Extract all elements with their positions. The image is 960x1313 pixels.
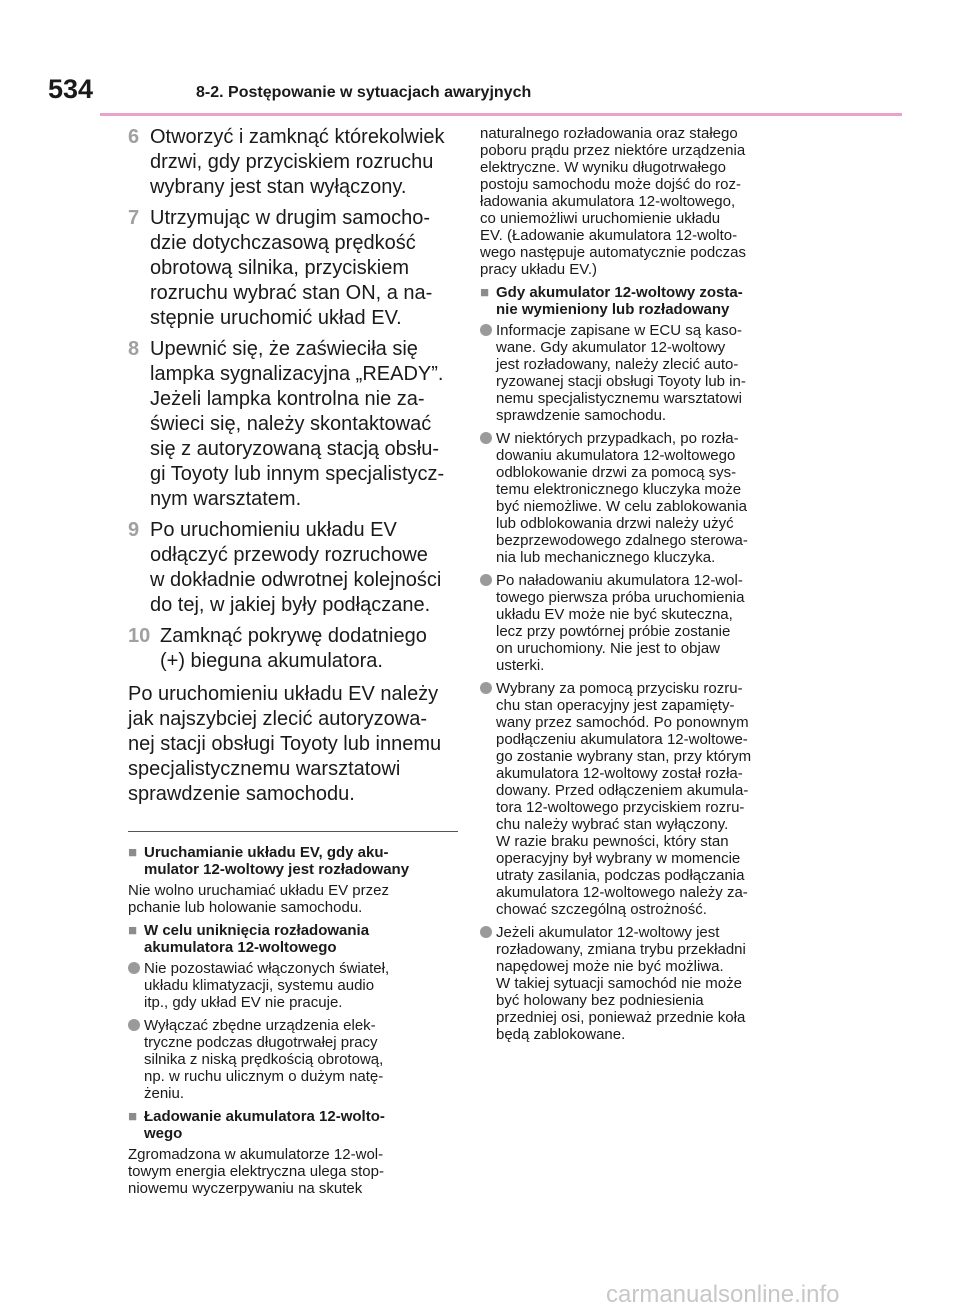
step-9: [128, 518, 458, 618]
bullet-text: Wyłączać zbędne urządzenia elek- tryczne podczas długotrwałej pracy silnika z niską prędkością obrotową, np. w ruchu ulicznym o dużym natę- żeniu.: [144, 1017, 384, 1102]
step-8: [128, 337, 458, 512]
bullet-text: Nie pozostawiać włączonych świateł, układu klimatyzacji, systemu audio itp., gdy układ EV nie pracuje.: [144, 960, 390, 1011]
bullet-item: [480, 680, 810, 918]
section-text: Zgromadzona w akumulatorze 12-wol- towym energia elektryczna ulega stop- niowemu wyczerpywaniu na skutek: [128, 1146, 384, 1197]
bullet-item: [480, 924, 810, 1043]
bullet-dot-icon: [480, 926, 492, 938]
bullet-item: [480, 430, 810, 566]
bullet-text: W niektórych przypadkach, po rozła- dowaniu akumulatora 12-woltowego odblokowanie drzwi za pomocą sys- temu elektronicznego kluczyka może być niemożliwe. W celu zablokowania lub odblokowania drzwi należy użyć bezprzewodowego zdalnego sterowa- nia lub mechanicznego kluczyka.: [496, 430, 748, 566]
bullet-dot-icon: [480, 432, 492, 444]
left-column: [128, 125, 458, 1203]
step-text: Utrzymując w drugim samocho- dzie dotychczasową prędkość obrotową silnika, przyciskiem rozruchu wybrać stan ON, a na- stępnie uruchomić układ EV.: [150, 207, 433, 329]
section-divider: [128, 831, 458, 832]
section-heading-text: Gdy akumulator 12-woltowy zosta- nie wymieniony lub rozładowany: [496, 284, 743, 318]
section-heading-text: Uruchamianie układu EV, gdy aku- mulator 12-woltowy jest rozładowany: [144, 844, 410, 878]
square-bullet-icon: ■: [128, 1108, 138, 1125]
bullet-text: Informacje zapisane w ECU są kaso- wane. Gdy akumulator 12-woltowy jest rozładowany, należy zlecić auto- ryzowanej stacji obsługi Toyoty lub in- nemu specjalistycznemu warsztatowi sprawdzenie samochodu.: [496, 322, 746, 424]
bullet-item: [128, 1017, 458, 1102]
step-number: 10: [128, 625, 151, 647]
page-number: 534: [48, 74, 94, 104]
bullet-text: Jeżeli akumulator 12-woltowy jest rozładowany, zmiana trybu przekładni napędowej może nie być możliwa. W takiej sytuacji samochód nie może być holowany bez podniesienia przedniej osi, ponieważ przednie koła będą zablokowane.: [496, 924, 746, 1043]
step-text: Po uruchomieniu układu EV odłączyć przewody rozruchowe w dokładnie odwrotnej kolejności do tej, w jakiej były podłączane.: [150, 519, 442, 616]
step-text: Upewnić się, że zaświeciła się lampka sygnalizacyjna „READY”. Jeżeli lampka kontrolna nie za- świeci się, należy skontaktować się z autoryzowaną stacją obsłu- gi Toyoty lub innym specjalistycz- nym warsztatem.: [150, 338, 445, 510]
step-number: 7: [128, 207, 140, 229]
bullet-dot-icon: [128, 1019, 140, 1031]
closing-paragraph: Po uruchomieniu układu EV należy jak najszybciej zlecić autoryzowa- nej stacji obsługi Toyoty lub innemu specjalistycznemu warsztatowi sprawdzenie samochodu.: [128, 683, 442, 805]
bullet-text: Po naładowaniu akumulatora 12-wol- towego pierwsza próba uruchomienia układu EV może nie być skuteczna, lecz przy powtórnej próbie zostanie on uruchomiony. Nie jest to objaw usterki.: [496, 572, 745, 674]
section-heading: [128, 922, 458, 956]
bullet-item: [128, 960, 458, 1011]
bullet-dot-icon: [480, 682, 492, 694]
step-6: [128, 125, 458, 200]
step-10: [128, 624, 458, 674]
square-bullet-icon: ■: [128, 922, 138, 939]
square-bullet-icon: ■: [128, 844, 138, 861]
step-number: 6: [128, 126, 140, 148]
bullet-dot-icon: [480, 324, 492, 336]
section-text: Nie wolno uruchamiać układu EV przez pchanie lub holowanie samochodu.: [128, 882, 389, 916]
bullet-item: [480, 572, 810, 674]
step-text: Otworzyć i zamknąć którekolwiek drzwi, gdy przyciskiem rozruchu wybrany jest stan wyłączony.: [150, 126, 445, 198]
bullet-dot-icon: [480, 574, 492, 586]
bullet-text: Wybrany za pomocą przycisku rozru- chu stan operacyjny jest zapamięty- wany przez samochód. Po ponownym podłączeniu akumulatora 12-woltowe- go zostanie wybrany stan, przy którym akumulatora 12-woltowy został rozła- dowany. Przed odłączeniem akumula- tora 12-woltowego przyciskiem rozru- chu należy wybrać stan wyłączony. W razie braku pewności, który stan operacyjny był wybrany w momencie utraty zasilania, podczas podłączania akumulatora 12-woltowego należy za- chować szczególną ostrożność.: [496, 680, 752, 918]
step-number: 9: [128, 519, 140, 541]
step-text: Zamknąć pokrywę dodatniego (+) bieguna akumulatora.: [160, 625, 427, 672]
bullet-dot-icon: [128, 962, 140, 974]
section-heading: [128, 1108, 458, 1142]
step-number: 8: [128, 338, 140, 360]
step-7: [128, 206, 458, 331]
section-heading: [128, 844, 458, 878]
section-title: 8-2. Postępowanie w sytuacjach awaryjnych: [196, 84, 532, 101]
square-bullet-icon: ■: [480, 284, 490, 301]
watermark: carmanualsonline.info: [606, 1281, 840, 1308]
section-heading-text: W celu uniknięcia rozładowania akumulatora 12-woltowego: [144, 922, 370, 956]
continuation-text: naturalnego rozładowania oraz stałego poboru prądu przez niektóre urządzenia elektryczne. W wyniku długotrwałego postoju samochodu może dojść do roz- ładowania akumulatora 12-woltowego, co uniemożliwi uruchomienie układu EV. (Ładowanie akumulatora 12-wolto- wego następuje automatycznie podczas pracy układu EV.): [480, 125, 747, 278]
header-rule: [100, 113, 902, 116]
bullet-item: [480, 322, 810, 424]
section-heading-text: Ładowanie akumulatora 12-wolto- wego: [144, 1108, 385, 1142]
section-heading: [480, 284, 810, 318]
right-column: [480, 125, 810, 1049]
